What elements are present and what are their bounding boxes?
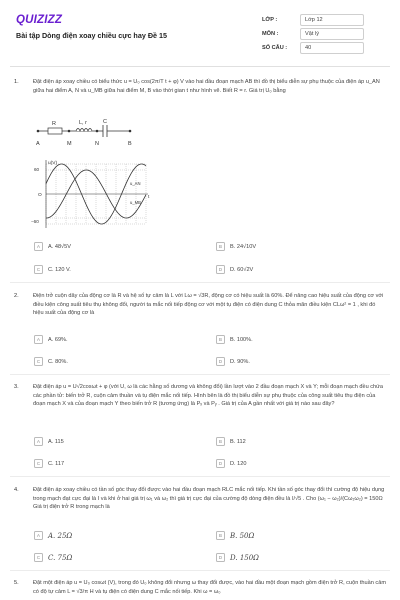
meta-count [262, 41, 386, 55]
question-separator [10, 570, 390, 571]
question-number: 3. [14, 384, 19, 390]
node-a [37, 130, 40, 133]
question-number: 2. [14, 293, 19, 299]
question-1 [14, 78, 390, 108]
document-meta [262, 13, 386, 55]
option-a[interactable] [34, 436, 64, 447]
tick-60: 60 [34, 167, 40, 172]
option-letter-box: A [34, 531, 43, 540]
origin-label: O [38, 193, 42, 198]
option-text: A. 48√5V [48, 243, 71, 250]
option-letter-box: B [216, 242, 225, 251]
option-letter-box: B [216, 437, 225, 446]
option-text: D. 90%. [230, 358, 250, 365]
option-d[interactable] [216, 264, 253, 275]
waveform-graph [30, 156, 152, 232]
label-m: M [67, 141, 72, 147]
question-text: Đặt điện áp xoay chiều có tần số góc thay đổi được vào hai đầu đoạn mạch RLC mắc nối tiếp. Khi tần số góc thay đổi thì cường độ hiệu dụng trong mạch đạt cực đại là I và khi ở hai giá trị ω₁ và ω₂ thì giá trị cực đại của cường độ dòng điện đều là I/√5 . Cho (ω₁ − ω₂)/(Cω₁ω₂) = 150Ω Giá trị điện trở R trong mạch là [33, 487, 385, 511]
option-c[interactable] [34, 356, 68, 367]
meta-value: Vật lý [300, 28, 364, 40]
option-letter-box: B [216, 531, 225, 540]
option-letter-box: B [216, 335, 225, 344]
node-b [129, 130, 132, 133]
label-n: N [95, 141, 99, 147]
option-b[interactable] [216, 241, 256, 252]
y-axis-label: u(V) [48, 161, 58, 166]
option-text: D. 120 [230, 460, 247, 467]
option-letter-box: A [34, 437, 43, 446]
option-c[interactable] [34, 264, 71, 275]
question-4 [14, 486, 390, 516]
label-b: B [128, 141, 132, 147]
option-b[interactable] [216, 436, 246, 447]
option-text: D. 60√2V [230, 266, 254, 273]
label-c: C [103, 119, 107, 125]
question-text: Đặt điện áp u = U√2cosωt + φ (với U, ω là các hằng số dương và không đổi) lần lượt vào 2 đầu đoạn mạch X và Y; mỗi đoạn mạch đều chứa các phần tử: biến trở R, cuộn cảm thuần và tụ điện mắc nối tiếp. Hình bên là đồ thị biểu diễn sự phụ thuộc của công suất tiêu thụ điện của đoạn mạch X và của đoạn mạch Y theo biến trở R (tương ứng) là Pₓ và Pᵧ . Giá trị của A gần nhất với giá trị nào sau đây? [33, 384, 384, 408]
option-letter-box: A [34, 335, 43, 344]
option-text: B. 112 [230, 438, 246, 445]
tick-minus-60: −60 [31, 219, 39, 224]
header-divider [10, 66, 390, 67]
question-number: 4. [14, 487, 19, 493]
node-n [96, 130, 99, 133]
option-c[interactable] [34, 458, 64, 469]
option-letter-box: C [34, 459, 43, 468]
question-3 [14, 383, 390, 421]
question-text: Đặt một điện áp u = U₀ cosωt (V), trong đó U₀ không đổi nhưng ω thay đổi được, vào hai đầu một đoạn mạch gồm điện trở R, cuộn thuần cảm có độ tự cảm L = √3/π H và tụ điện có điện dung C mắc nối tiếp. Khi ω = ω₀ [33, 580, 386, 595]
inductor-symbol [76, 129, 92, 132]
meta-grade [262, 13, 386, 27]
option-text: C. 75Ω [48, 553, 73, 562]
option-text: B. 24√10V [230, 243, 257, 250]
option-a[interactable] [34, 241, 71, 252]
question-number: 1. [14, 79, 19, 85]
question-text: Điện trở cuộn dây của động cơ là R và hệ số tự cảm là L với Lω = √3R, động cơ có hiệu suất là 60%. Để nâng cao hiệu suất của động cơ với điều kiện công suất tiêu thụ không đổi, người ta mắc nối tiếp động cơ với một tụ điện có điện dung C thỏa mãn điều kiện CLω² = 1 , khi đó hiệu suất của động cơ là [33, 293, 384, 317]
option-letter-box: C [34, 553, 43, 562]
meta-value: Lớp 12 [300, 14, 364, 26]
meta-label: LỚP : [262, 17, 278, 23]
label-a: A [36, 141, 40, 147]
t-axis-label: t [148, 195, 150, 200]
option-letter-box: A [34, 242, 43, 251]
label-lr: L, r [79, 120, 87, 126]
option-text: C. 117 [48, 460, 65, 467]
question-separator [10, 282, 390, 283]
question-separator [10, 476, 390, 477]
circuit-diagram [30, 117, 140, 149]
option-text: B. 50Ω [230, 531, 255, 540]
option-d[interactable] [216, 458, 246, 469]
label-u-an: u_AN [130, 181, 141, 186]
node-m [68, 130, 71, 133]
option-letter-box: D [216, 553, 225, 562]
option-letter-box: C [34, 357, 43, 366]
question-text: Đặt điện áp xoay chiều có biểu thức u = U₀ cos(2π/T t + φ) V vào hai đầu đoạn mạch AB thì đồ thị biểu diễn sự phụ thuộc của điện áp u_AN giữa hai điểm A, N và u_MB giữa hai điểm M, B vào thời gian t như hình vẽ. Biết R = r. Giá trị U₀ bằng [33, 79, 380, 94]
option-text: A. 69%. [48, 336, 68, 343]
question-2 [14, 292, 390, 320]
option-letter-box: D [216, 265, 225, 274]
option-text: A. 25Ω [48, 531, 73, 540]
option-c[interactable] [34, 552, 72, 563]
meta-label: MÔN : [262, 31, 279, 37]
option-letter-box: D [216, 459, 225, 468]
option-text: B. 100%. [230, 336, 253, 343]
option-letter-box: D [216, 357, 225, 366]
option-letter-box: C [34, 265, 43, 274]
question-number: 5. [14, 580, 19, 586]
option-b[interactable] [216, 334, 253, 345]
resistor-symbol [48, 128, 62, 134]
option-text: C. 80%. [48, 358, 68, 365]
document-title: Bài tập Dòng điện xoay chiều cực hay Đề 15 [16, 31, 167, 40]
option-text: C. 120 V. [48, 266, 71, 273]
question-5 [14, 579, 390, 600]
option-b[interactable] [216, 530, 254, 541]
option-d[interactable] [216, 356, 250, 367]
option-d[interactable] [216, 552, 259, 563]
meta-subject [262, 27, 386, 41]
option-text: A. 115 [48, 438, 64, 445]
quizizz-logo: QUIZIZZ [16, 14, 63, 26]
label-u-mb: u_MB [130, 200, 141, 205]
meta-label: SỐ CÂU : [262, 45, 288, 51]
meta-value: 40 [300, 42, 364, 54]
label-r: R [52, 121, 56, 127]
option-text: D. 150Ω [230, 553, 259, 562]
option-a[interactable] [34, 530, 72, 541]
question-separator [10, 374, 390, 375]
option-a[interactable] [34, 334, 68, 345]
